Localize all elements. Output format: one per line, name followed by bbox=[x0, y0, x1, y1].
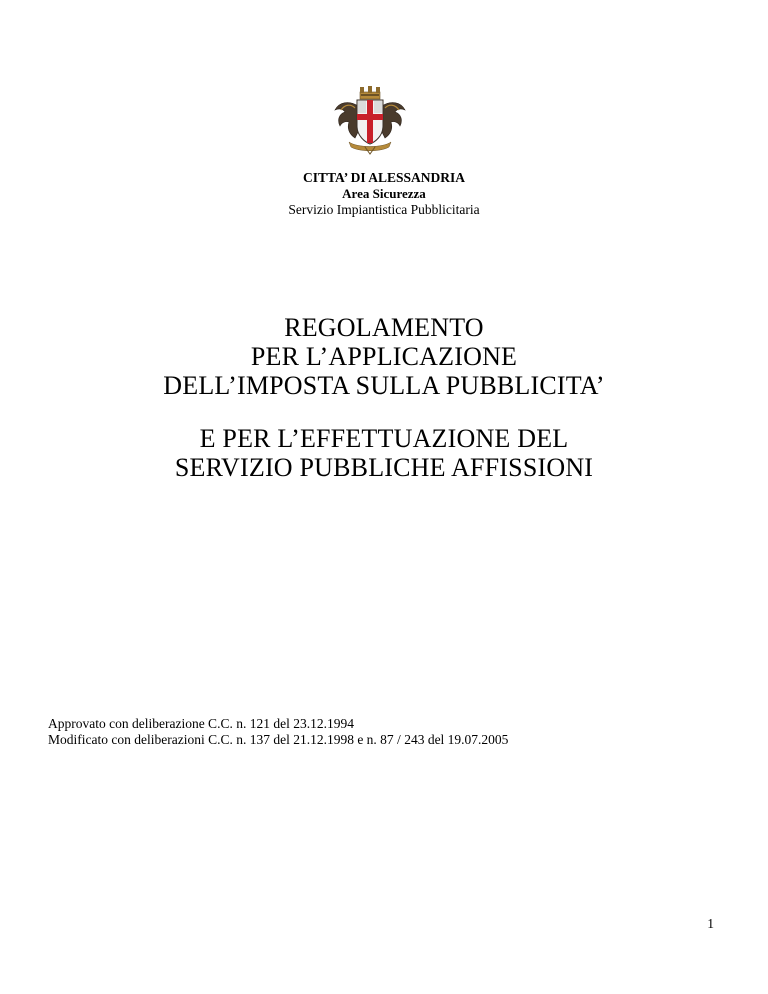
approval-note: Approvato con deliberazione C.C. n. 121 del 23.12.1994 bbox=[48, 716, 354, 731]
coat-of-arms-icon bbox=[327, 84, 413, 156]
document-title bbox=[0, 313, 768, 400]
approval-notes bbox=[48, 716, 508, 748]
title-line: E PER L’EFFETTUAZIONE DEL bbox=[199, 424, 569, 453]
document-header bbox=[0, 170, 768, 218]
modification-note: Modificato con deliberazioni C.C. n. 137 del 21.12.1998 e n. 87 / 243 del 19.07.2005 bbox=[48, 732, 509, 747]
title-line: REGOLAMENTO bbox=[284, 313, 484, 342]
title-line: DELL’IMPOSTA SULLA PUBBLICITA’ bbox=[163, 371, 605, 400]
area-name: Area Sicurezza bbox=[342, 186, 426, 201]
page-number: 1 bbox=[707, 916, 714, 931]
title-line: PER L’APPLICAZIONE bbox=[250, 342, 518, 371]
organization-name: CITTA’ DI ALESSANDRIA bbox=[302, 170, 466, 185]
crown-icon bbox=[360, 86, 380, 99]
service-name: Servizio Impiantistica Pubblicitaria bbox=[288, 202, 480, 217]
document-subtitle bbox=[0, 424, 768, 482]
title-line: SERVIZIO PUBBLICHE AFFISSIONI bbox=[174, 453, 594, 482]
